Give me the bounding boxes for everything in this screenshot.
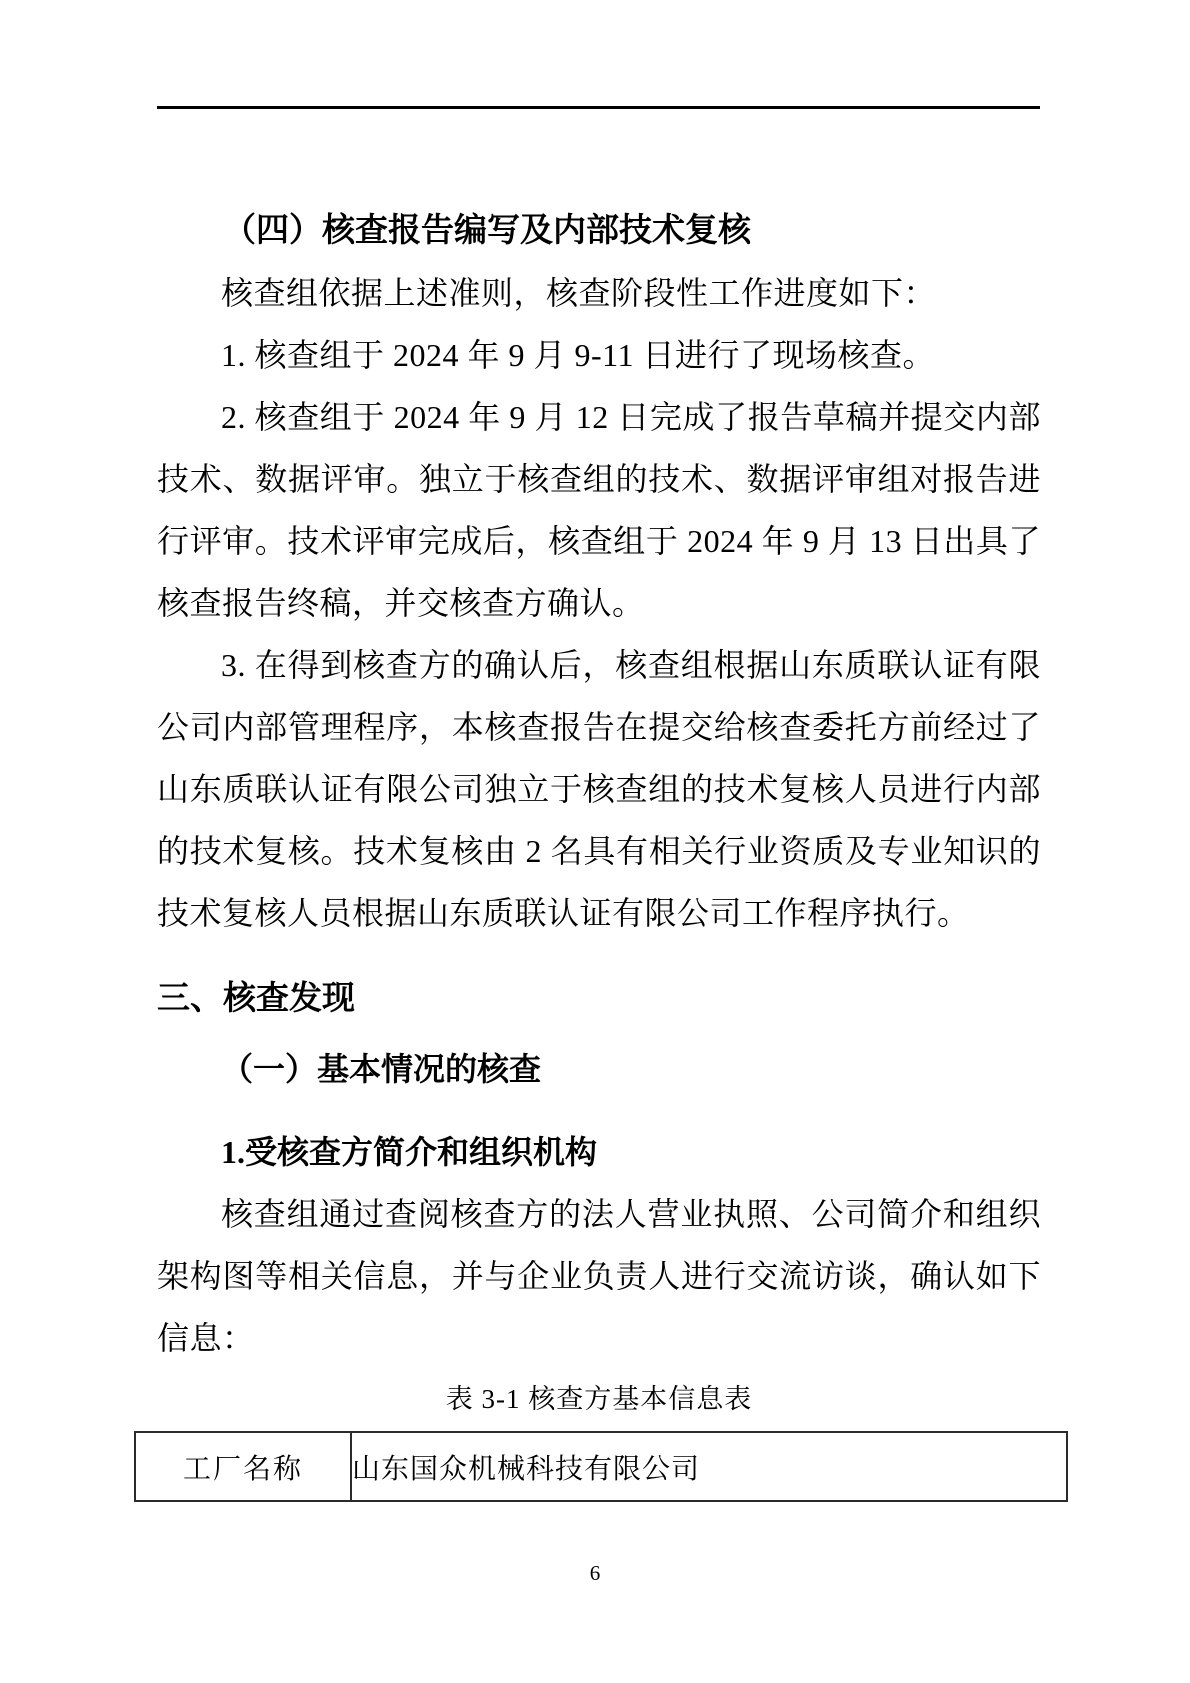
heading-verification-findings: 三、核查发现 <box>157 981 355 1017</box>
table-cell-value: 山东国众机械科技有限公司 <box>351 1432 1067 1501</box>
page-content <box>157 186 1041 1502</box>
paragraph-step-2: 2. 核查组于 2024 年 9 月 12 日完成了报告草稿并提交内部技术、数据评审。独立于核查组的技术、数据评审组对报告进行评审。技术评审完成后，核查组于 2024 年 9 月 13 日出具了核查报告终稿，并交核查方确认。 <box>157 399 1041 621</box>
paragraph-verified-party-intro: 核查组通过查阅核查方的法人营业执照、公司简介和组织架构图等相关信息，并与企业负责人进行交流访谈，确认如下信息： <box>157 1196 1041 1356</box>
paragraph-step-1: 1. 核查组于 2024 年 9 月 9-11 日进行了现场核查。 <box>221 337 935 373</box>
heading-basic-situation-verification: （一）基本情况的核查 <box>221 1051 542 1087</box>
table-caption: 表 3-1 核查方基本信息表 <box>445 1384 753 1414</box>
heading-verified-party-profile: 1.受核查方简介和组织机构 <box>221 1134 598 1170</box>
heading-report-writing-review: （四）核查报告编写及内部技术复核 <box>223 213 751 249</box>
basic-info-table <box>134 1431 1068 1502</box>
paragraph-intro: 核查组依据上述准则，核查阶段性工作进度如下： <box>221 275 937 311</box>
table-cell-label: 工厂名称 <box>135 1432 351 1501</box>
paragraph-step-3: 3. 在得到核查方的确认后，核查组根据山东质联认证有限公司内部管理程序，本核查报告在提交给核查委托方前经过了山东质联认证有限公司独立于核查组的技术复核人员进行内部的技术复核。技术复核由 2 名具有相关行业资质及专业知识的技术复核人员根据山东质联认证有限公司工作程序执行。 <box>157 647 1041 931</box>
header-rule <box>157 106 1040 109</box>
table-row-factory-name <box>135 1432 1067 1501</box>
page-number: 6 <box>589 1561 601 1585</box>
